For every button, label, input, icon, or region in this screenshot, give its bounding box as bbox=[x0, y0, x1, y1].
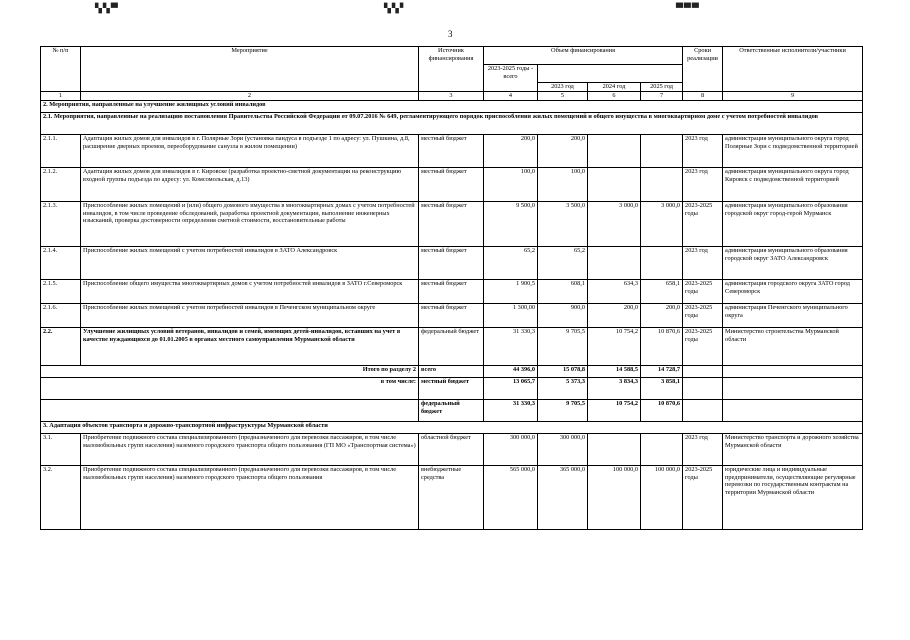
row-terms: 2023 год bbox=[683, 433, 723, 465]
row-2024: 10 754,2 bbox=[588, 327, 641, 365]
row-num: 2.1.5. bbox=[41, 279, 81, 303]
header-2023: 2023 год bbox=[538, 83, 588, 92]
empty-cell bbox=[683, 365, 723, 377]
row-terms: 2023-2025 годы bbox=[683, 465, 723, 529]
row-2025: 200,0 bbox=[641, 303, 683, 327]
totals-value: 13 065,7 bbox=[484, 377, 538, 399]
row-source: местный бюджет bbox=[419, 246, 484, 279]
row-source: внебюджетные средства bbox=[419, 465, 484, 529]
totals-value: 44 396,0 bbox=[484, 365, 538, 377]
section-heading: 2. Мероприятия, направленные на улучшение жилищных условий инвалидов bbox=[41, 100, 863, 112]
row-total: 65,2 bbox=[484, 246, 538, 279]
row-terms: 2023-2025 годы bbox=[683, 279, 723, 303]
row-2024 bbox=[588, 167, 641, 201]
row-2025: 3 000,0 bbox=[641, 201, 683, 246]
table-row bbox=[41, 465, 863, 529]
row-2024: 100 000,0 bbox=[588, 465, 641, 529]
table-row bbox=[41, 303, 863, 327]
row-resp: администрация городского округа ЗАТО город Североморск bbox=[723, 279, 863, 303]
row-terms: 2023-2025 годы bbox=[683, 327, 723, 365]
row-event: Приспособление жилых помещений и (или) общего домового имущества в многоквартирных домах с учетом потребностей инвалидов, в том числе проведение обследований, разработка проектной документации, выполнение инженерных изысканий, проверка достоверности определения сметной стоимости, восстановительные работы bbox=[81, 201, 419, 246]
col-number: 4 bbox=[484, 91, 538, 100]
table-row bbox=[41, 327, 863, 365]
financing-table bbox=[40, 46, 863, 530]
row-num: 2.1.6. bbox=[41, 303, 81, 327]
empty-cell bbox=[683, 399, 723, 421]
scan-mark: ▚▚▀ bbox=[95, 4, 119, 14]
row-num: 2.1.1. bbox=[41, 134, 81, 167]
totals-row bbox=[41, 399, 863, 421]
table-row bbox=[41, 279, 863, 303]
row-2025 bbox=[641, 167, 683, 201]
empty-cell bbox=[723, 399, 863, 421]
page-number: 3 bbox=[448, 29, 453, 39]
col-number: 3 bbox=[419, 91, 484, 100]
empty-cell bbox=[723, 377, 863, 399]
row-total: 300 000,0 bbox=[484, 433, 538, 465]
row-total: 31 330,3 bbox=[484, 327, 538, 365]
row-2023: 365 000,0 bbox=[538, 465, 588, 529]
row-2024 bbox=[588, 246, 641, 279]
row-2025: 658,1 bbox=[641, 279, 683, 303]
totals-value: 3 834,3 bbox=[588, 377, 641, 399]
section-heading: 2.1. Мероприятия, направленные на реализацию постановления Правительства Российской Федерации от 09.07.2016 № 649, регламентирующего порядок приспособления жилых помещений и общего имущества в многоквартирном доме с учетом потребностей инвалидов bbox=[41, 112, 863, 134]
row-num: 2.1.2. bbox=[41, 167, 81, 201]
col-number: 9 bbox=[723, 91, 863, 100]
row-total: 200,0 bbox=[484, 134, 538, 167]
row-resp: администрация муниципального округа город Кировск с подведомственной территорией bbox=[723, 167, 863, 201]
col-number: 2 bbox=[81, 91, 419, 100]
row-2024: 3 000,0 bbox=[588, 201, 641, 246]
row-source: местный бюджет bbox=[419, 201, 484, 246]
row-num: 3.1. bbox=[41, 433, 81, 465]
row-terms: 2023-2025 годы bbox=[683, 303, 723, 327]
header-source: Источник финансирования bbox=[419, 47, 484, 92]
col-number: 8 bbox=[683, 91, 723, 100]
header-num: № п/п bbox=[41, 47, 81, 92]
row-resp: администрация муниципального округа город Полярные Зори с подведомственной территорией bbox=[723, 134, 863, 167]
row-num: 2.1.4. bbox=[41, 246, 81, 279]
row-event: Приспособление жилых помещений с учетом потребностей инвалидов в ЗАТО Александровск bbox=[81, 246, 419, 279]
row-event: Приобретение подвижного состава специализированного (предназначенного для перевозки пассажиров, в том числе маломобильных групп населения) наземного городского транспорта общего пользования bbox=[81, 465, 419, 529]
col-number: 1 bbox=[41, 91, 81, 100]
scan-mark: ▚▚▘ bbox=[384, 4, 408, 14]
row-terms: 2023 год bbox=[683, 134, 723, 167]
header-resp: Ответственные исполнители/участники bbox=[723, 47, 863, 92]
row-2024: 200,0 bbox=[588, 303, 641, 327]
row-num: 2.2. bbox=[41, 327, 81, 365]
table-row bbox=[41, 134, 863, 167]
row-2023: 200,0 bbox=[538, 134, 588, 167]
header-event: Мероприятие bbox=[81, 47, 419, 92]
totals-value: 31 330,3 bbox=[484, 399, 538, 421]
row-event: Приобретение подвижного состава специализированного (предназначенного для перевозки пассажиров, в том числе маломобильных групп населения) наземного городского транспорта общего пользования (ГП МО «Транспортная система») bbox=[81, 433, 419, 465]
row-num: 3.2. bbox=[41, 465, 81, 529]
row-event: Адаптация жилых домов для инвалидов в г. Кировске (разработка проектно-сметной документации на реконструкцию входной группы подъезда по адресу: ул. Комсомольская, д.13) bbox=[81, 167, 419, 201]
header-2025: 2025 год bbox=[641, 83, 683, 92]
row-2024: 634,3 bbox=[588, 279, 641, 303]
table-row bbox=[41, 433, 863, 465]
row-total: 100,0 bbox=[484, 167, 538, 201]
row-2023: 300 000,0 bbox=[538, 433, 588, 465]
row-total: 565 000,0 bbox=[484, 465, 538, 529]
totals-value: 3 858,1 bbox=[641, 377, 683, 399]
totals-source: местный бюджет bbox=[419, 377, 484, 399]
totals-label: Итого по разделу 2 bbox=[41, 365, 419, 377]
col-number: 7 bbox=[641, 91, 683, 100]
totals-value: 10 754,2 bbox=[588, 399, 641, 421]
empty-cell bbox=[723, 365, 863, 377]
row-2024 bbox=[588, 134, 641, 167]
totals-row bbox=[41, 377, 863, 399]
row-source: областной бюджет bbox=[419, 433, 484, 465]
row-2023: 65,2 bbox=[538, 246, 588, 279]
row-2025: 100 000,0 bbox=[641, 465, 683, 529]
row-resp: администрация Печенгского муниципального округа bbox=[723, 303, 863, 327]
totals-value: 14 588,5 bbox=[588, 365, 641, 377]
row-source: местный бюджет bbox=[419, 167, 484, 201]
empty-cell bbox=[41, 399, 419, 421]
row-terms: 2023 год bbox=[683, 167, 723, 201]
totals-source: всего bbox=[419, 365, 484, 377]
row-2025 bbox=[641, 246, 683, 279]
col-number: 6 bbox=[588, 91, 641, 100]
totals-value: 14 728,7 bbox=[641, 365, 683, 377]
row-2024 bbox=[588, 433, 641, 465]
row-total: 1 900,5 bbox=[484, 279, 538, 303]
header-2024: 2024 год bbox=[588, 83, 641, 92]
row-source: местный бюджет bbox=[419, 134, 484, 167]
row-resp: администрация муниципального образования городской округ ЗАТО Александровск bbox=[723, 246, 863, 279]
row-source: местный бюджет bbox=[419, 303, 484, 327]
header-volume: Объем финансирования bbox=[484, 47, 683, 65]
row-2023: 608,1 bbox=[538, 279, 588, 303]
header-terms: Сроки реализации bbox=[683, 47, 723, 92]
table-row bbox=[41, 201, 863, 246]
row-resp: юридические лица и индивидуальные предприниматели, осуществляющие регулярные перевозки по государственным контрактам на территории Мурманской области bbox=[723, 465, 863, 529]
scan-mark: ▀▀▀ bbox=[676, 4, 700, 14]
table-row bbox=[41, 246, 863, 279]
row-resp: Министерство транспорта и дорожного хозяйства Мурманской области bbox=[723, 433, 863, 465]
row-total: 9 500,0 bbox=[484, 201, 538, 246]
row-terms: 2023-2025 годы bbox=[683, 201, 723, 246]
totals-source: федеральный бюджет bbox=[419, 399, 484, 421]
header-total: 2023-2025 годы - всего bbox=[484, 65, 538, 92]
row-total: 1 300,00 bbox=[484, 303, 538, 327]
totals-value: 9 705,5 bbox=[538, 399, 588, 421]
row-2025 bbox=[641, 433, 683, 465]
row-resp: администрация муниципального образования городской округ город-герой Мурманск bbox=[723, 201, 863, 246]
row-resp: Министерство строительства Мурманской области bbox=[723, 327, 863, 365]
row-2023: 900,0 bbox=[538, 303, 588, 327]
row-terms: 2023 год bbox=[683, 246, 723, 279]
row-2025: 10 870,6 bbox=[641, 327, 683, 365]
row-event: Приспособление жилых помещений с учетом потребностей инвалидов в Печенгском муниципальном округе bbox=[81, 303, 419, 327]
totals-row bbox=[41, 365, 863, 377]
table-row bbox=[41, 167, 863, 201]
row-2023: 100,0 bbox=[538, 167, 588, 201]
empty-cell bbox=[683, 377, 723, 399]
totals-value: 15 078,8 bbox=[538, 365, 588, 377]
row-source: федеральный бюджет bbox=[419, 327, 484, 365]
row-2023: 3 500,0 bbox=[538, 201, 588, 246]
row-source: местный бюджет bbox=[419, 279, 484, 303]
section-heading: 3. Адаптация объектов транспорта и дорожно-транспортной инфраструктуры Мурманской области bbox=[41, 421, 863, 433]
row-num: 2.1.3. bbox=[41, 201, 81, 246]
row-2023: 9 705,5 bbox=[538, 327, 588, 365]
row-2025 bbox=[641, 134, 683, 167]
row-event: Адаптация жилых домов для инвалидов в г. Полярные Зори (установка пандуса в подъезде 1 по адресу: ул. Пушкина, д.8, расширение дверных проемов, переоборудование санузла в жилом помещении) bbox=[81, 134, 419, 167]
totals-value: 10 870,6 bbox=[641, 399, 683, 421]
row-event: Приспособление общего имущества многоквартирных домов с учетом потребностей инвалидов в ЗАТО г.Североморск bbox=[81, 279, 419, 303]
row-event: Улучшение жилищных условий ветеранов, инвалидов и семей, имеющих детей-инвалидов, вставших на учет в качестве нуждающихся до 01.01.2005 в органах местного самоуправления Мурманской области bbox=[81, 327, 419, 365]
col-number: 5 bbox=[538, 91, 588, 100]
totals-value: 5 373,3 bbox=[538, 377, 588, 399]
header-years-spacer bbox=[538, 65, 683, 83]
totals-incl-label: в том числе: bbox=[41, 377, 419, 399]
